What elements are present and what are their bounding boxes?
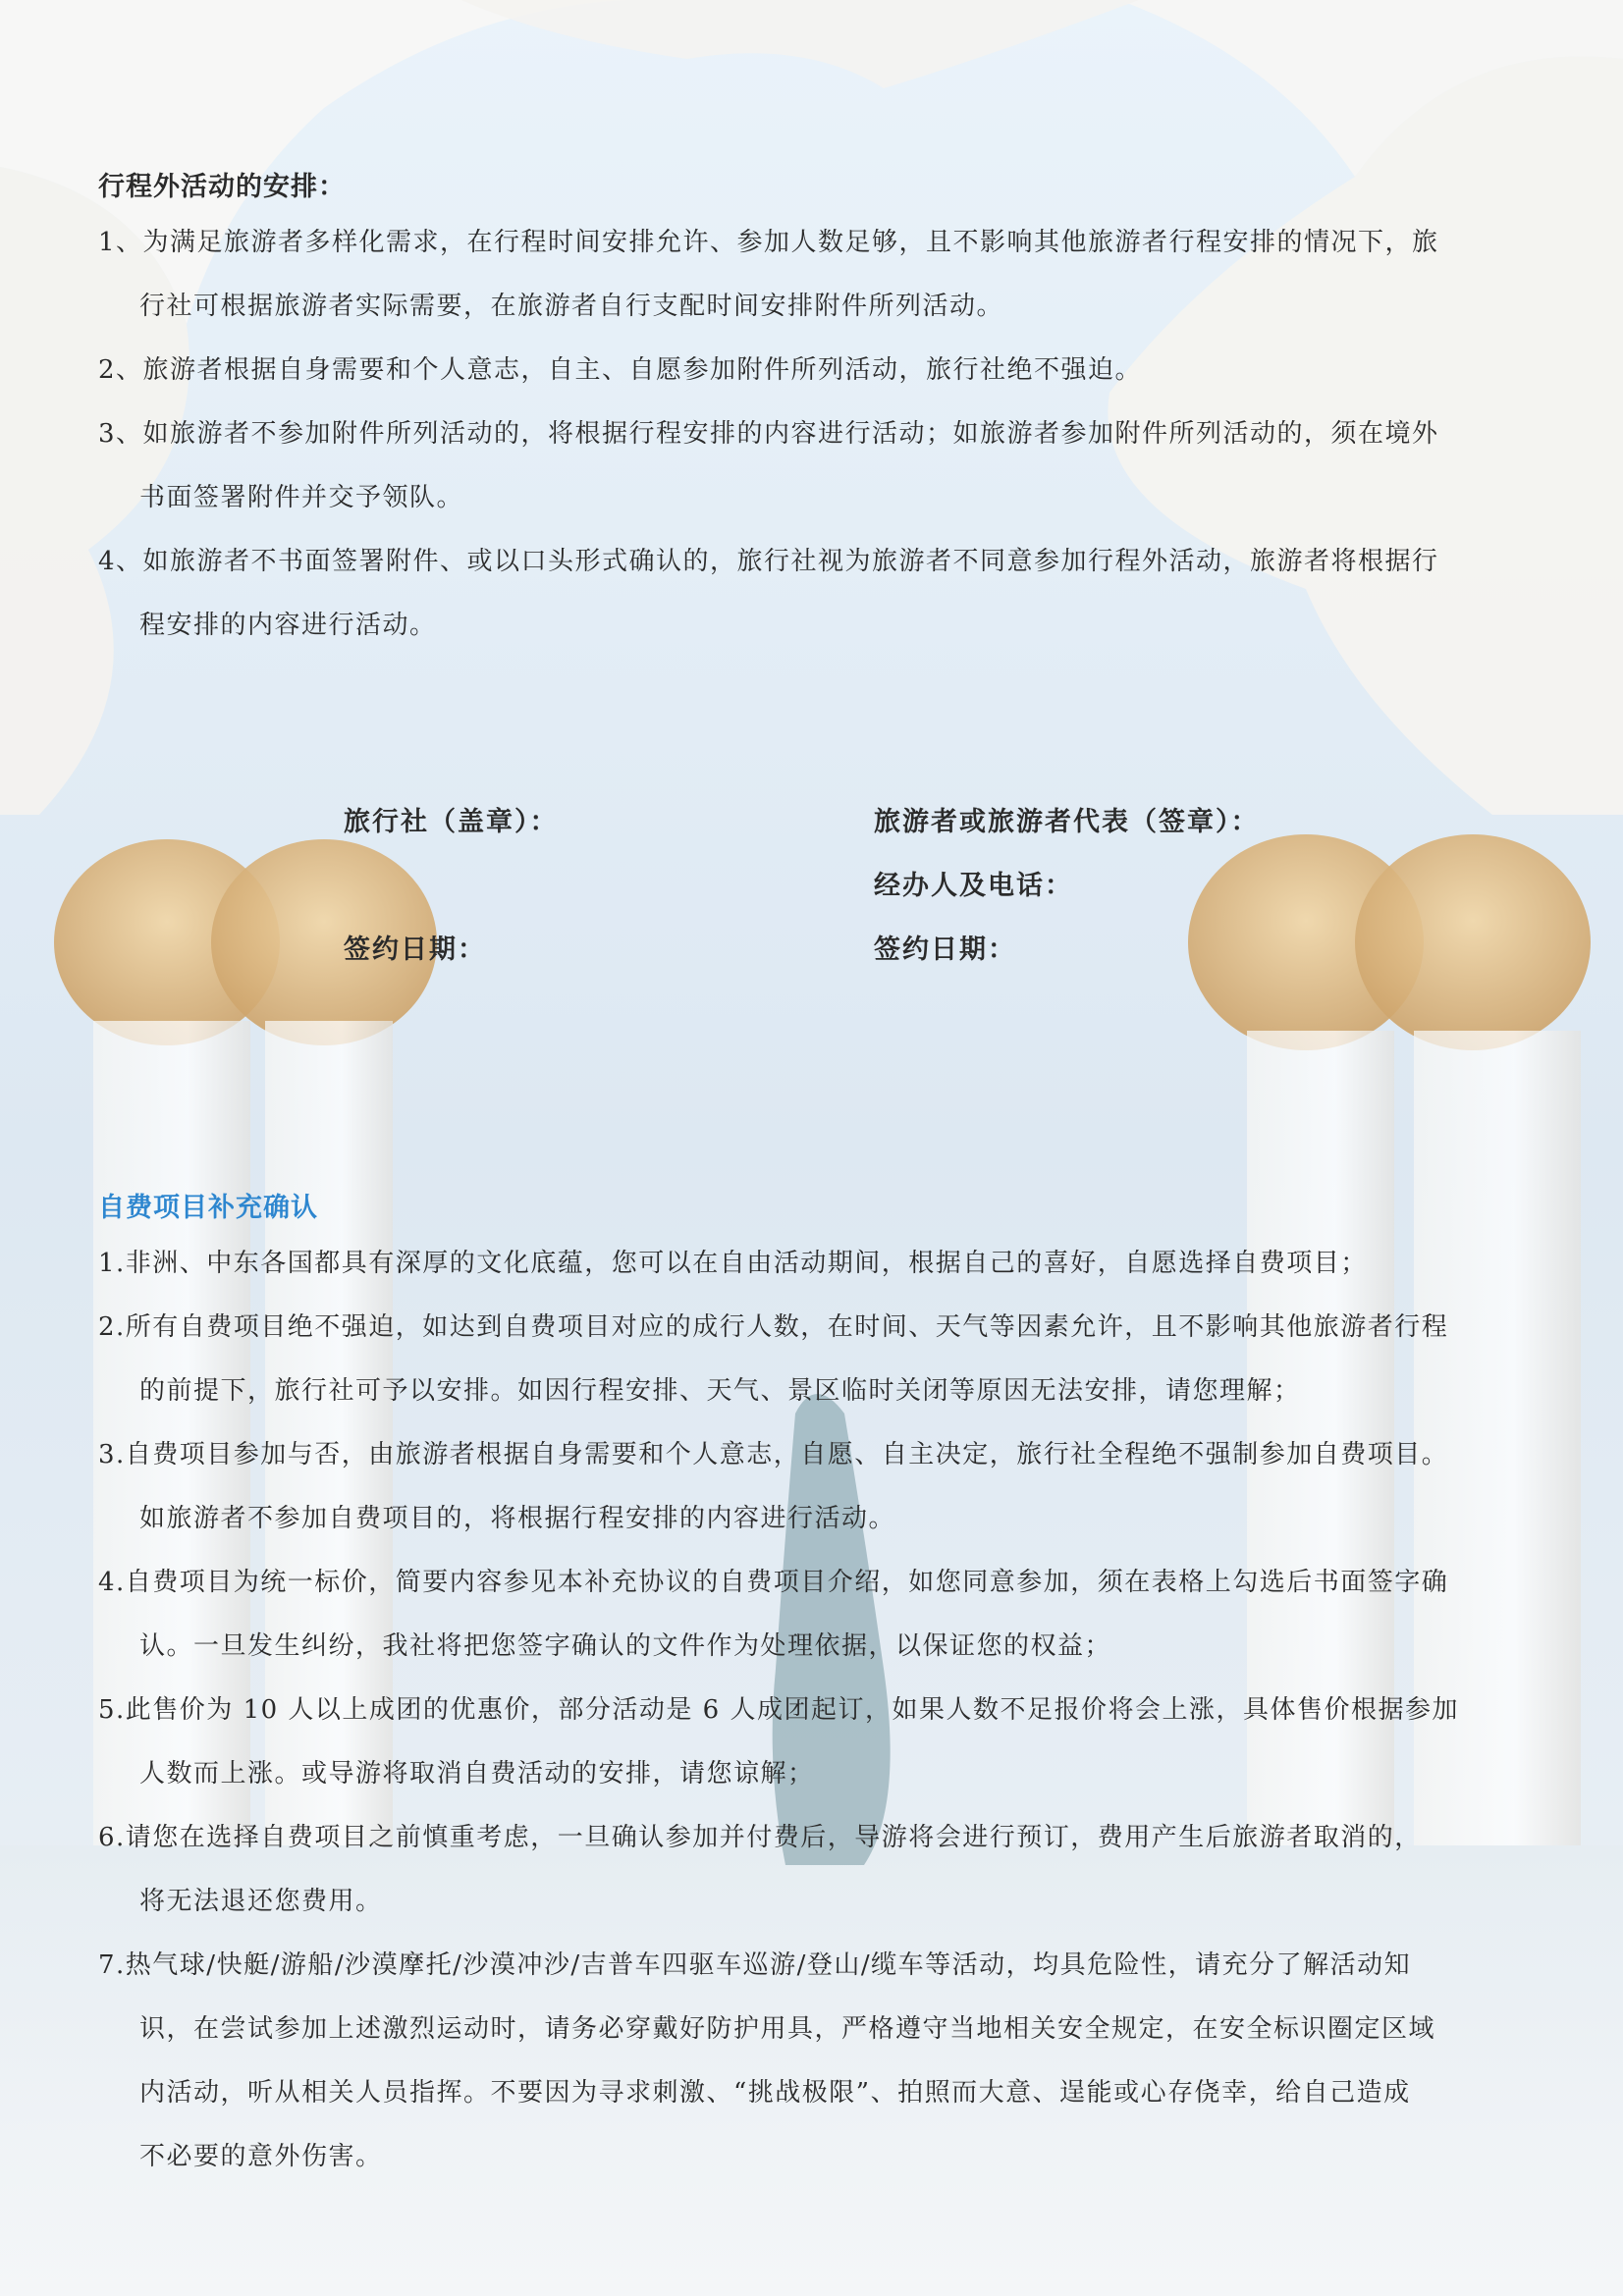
item-text-cont: 不必要的意外伤害。 [139,2142,383,2171]
item-text-cont: 行社可根据旅游者实际需要，在旅游者自行支配时间安排附件所列活动。 [139,292,1004,321]
item-text: 4、如旅游者不书面签署附件、或以口头形式确认的，旅行社视为旅游者不同意参加行程外活动，旅游者将根据行 [98,547,1439,576]
extra-activity-item-3 [98,402,1532,530]
item-text-cont: 识，在尝试参加上述激烈运动时，请务必穿戴好防护用具，严格遵守当地相关安全规定，在安全标识圈定区域 [139,2014,1436,2044]
item-text: 2、旅游者根据自身需要和个人意志，自主、自愿参加附件所列活动，旅行社绝不强迫。 [98,355,1143,385]
item-text: 1、为满足旅游者多样化需求，在行程时间安排允许、参加人数足够，且不影响其他旅游者行程安排的情况下，旅 [98,228,1439,257]
item-text: 7.热气球/快艇/游船/沙漠摩托/沙漠冲沙/吉普车四驱车巡游/登山/缆车等活动，均具危险性，请充分了解活动知 [98,1950,1412,1980]
sign-date-left-label: 签约日期： [344,934,486,965]
item-text: 3.自费项目参加与否，由旅游者根据自身需要和个人意志，自愿、自主决定，旅行社全程绝不强制参加自费项目。 [98,1440,1449,1469]
optional-item-5 [98,1679,1532,1806]
item-text-cont: 书面签署附件并交予领队。 [139,483,464,512]
tourist-signature-label: 旅游者或旅游者代表（签章）： [874,807,1260,837]
item-text-cont: 认。一旦发生纠纷，我社将把您签字确认的文件作为处理依据，以保证您的权益； [139,1631,1112,1661]
item-text: 5.此售价为 10 人以上成团的优惠价，部分活动是 6 人成团起订，如果人数不足报价将会上涨，具体售价根据参加 [98,1695,1459,1725]
item-text: 1.非洲、中东各国都具有深厚的文化底蕴，您可以在自由活动期间，根据自己的喜好，自愿选择自费项目； [98,1249,1368,1278]
section-title-optional-items: 自费项目补充确认 [98,1193,318,1223]
optional-item-6 [98,1806,1532,1934]
extra-activity-item-1 [98,211,1532,339]
optional-item-7 [98,1934,1532,2189]
item-text-cont: 将无法退还您费用。 [139,1887,383,1916]
item-text: 2.所有自费项目绝不强迫，如达到自费项目对应的成行人数，在时间、天气等因素允许，且不影响其他旅游者行程 [98,1312,1449,1342]
item-text-cont: 内活动，听从相关人员指挥。不要因为寻求刺激、“挑战极限”、拍照而大意、逞能或心存侥幸，给自己造成 [139,2078,1411,2108]
section-title-extra-activities: 行程外活动的安排： [98,172,346,202]
optional-item-3 [98,1423,1532,1551]
optional-item-1 [98,1232,1532,1296]
optional-item-4 [98,1551,1532,1679]
agency-seal-label: 旅行社（盖章）： [344,807,559,837]
item-text: 3、如旅游者不参加附件所列活动的，将根据行程安排的内容进行活动；如旅游者参加附件所列活动的，须在境外 [98,419,1439,449]
extra-activity-item-4 [98,530,1532,658]
handler-phone-label: 经办人及电话： [874,871,1073,901]
item-text-cont: 人数而上涨。或导游将取消自费活动的安排，请您谅解； [139,1759,815,1789]
optional-item-2 [98,1296,1532,1423]
item-text: 4.自费项目为统一标价，简要内容参见本补充协议的自费项目介绍，如您同意参加，须在表格上勾选后书面签字确 [98,1568,1449,1597]
sign-date-right-label: 签约日期： [874,934,1016,965]
extra-activity-item-2 [98,339,1532,402]
item-text-cont: 程安排的内容进行活动。 [139,611,437,640]
item-text-cont: 如旅游者不参加自费项目的，将根据行程安排的内容进行活动。 [139,1504,896,1533]
item-text-cont: 的前提下，旅行社可予以安排。如因行程安排、天气、景区临时关闭等原因无法安排，请您理解； [139,1376,1301,1406]
item-text: 6.请您在选择自费项目之前慎重考虑，一旦确认参加并付费后，导游将会进行预订，费用产生后旅游者取消的， [98,1823,1422,1852]
